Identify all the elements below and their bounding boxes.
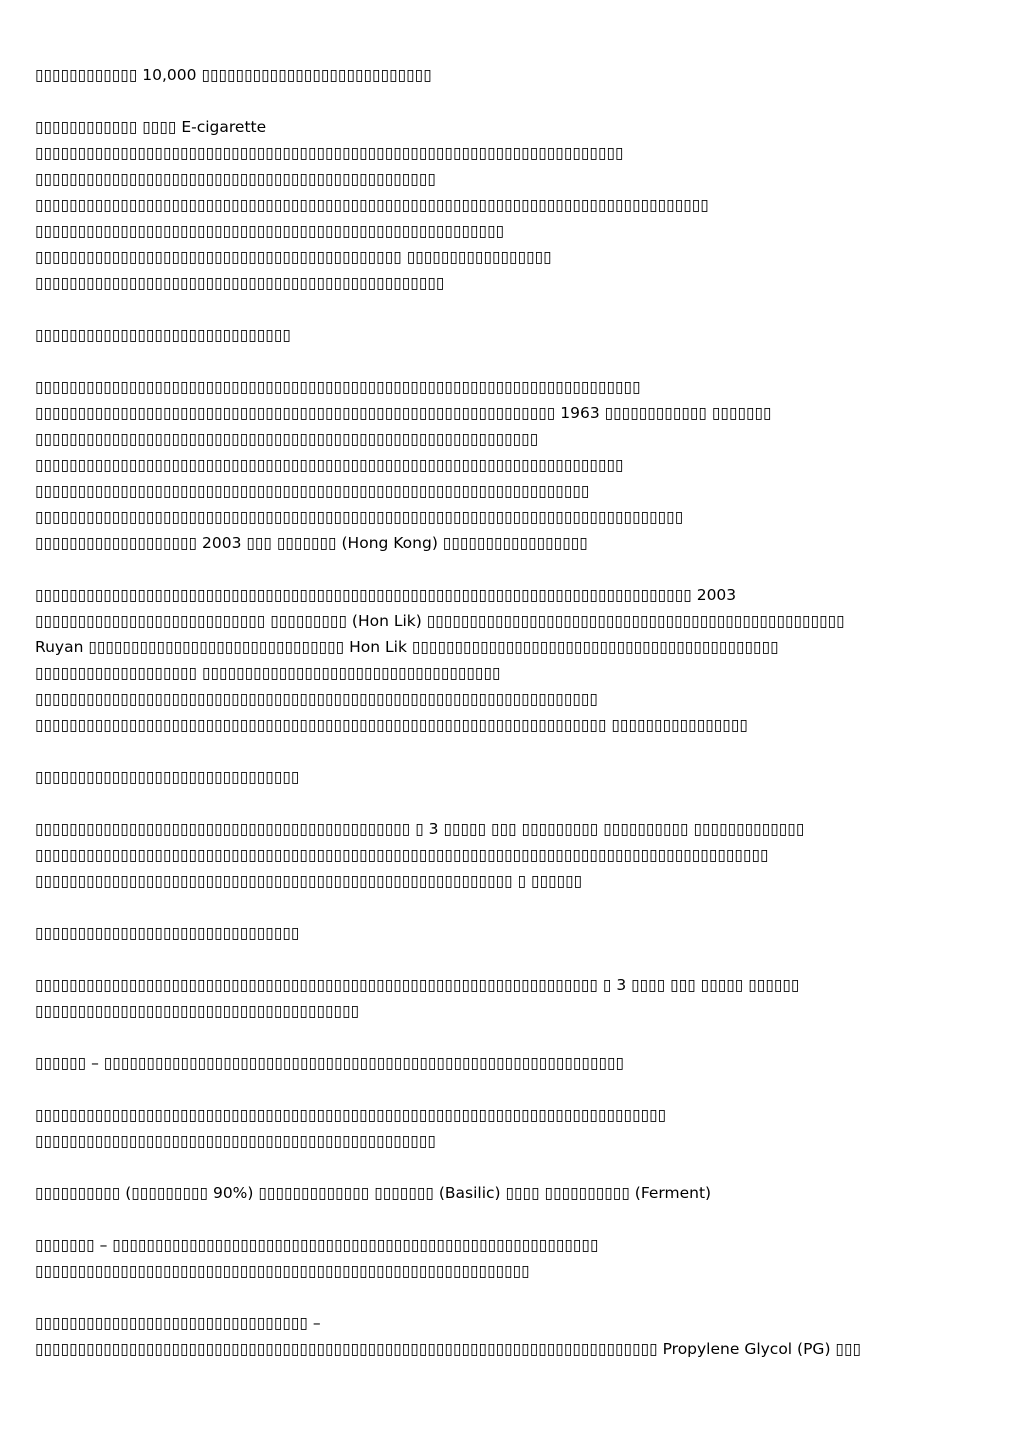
paragraph xyxy=(35,1102,995,1154)
text-line: ▯▯▯▯▯▯▯▯▯▯▯▯▯▯▯▯▯▯▯▯▯▯▯▯▯▯▯ ▯▯▯▯▯▯▯▯▯ (Hon Lik) ▯▯▯▯▯▯▯▯▯▯▯▯▯▯▯▯▯▯▯▯▯▯▯▯▯▯▯▯▯▯▯▯▯▯▯▯▯▯▯▯▯▯▯▯▯▯▯▯▯ xyxy=(35,612,845,630)
paragraph xyxy=(35,582,995,738)
text-line: ▯▯▯▯▯▯▯▯▯▯▯▯▯▯▯▯▯▯▯▯▯▯▯▯▯▯▯▯▯▯▯▯▯▯▯▯▯▯▯▯▯▯▯▯▯▯▯ xyxy=(35,170,436,188)
paragraph xyxy=(35,1180,995,1206)
text-line: ▯▯▯▯▯▯▯▯▯▯▯▯▯▯▯▯▯▯▯▯▯▯▯▯▯▯▯▯▯▯▯ xyxy=(35,768,300,786)
text-line: ▯▯▯▯▯▯▯▯▯▯ (▯▯▯▯▯▯▯▯▯ 90%) ▯▯▯▯▯▯▯▯▯▯▯▯▯ ▯▯▯▯▯▯▯ (Basilic) ▯▯▯▯ ▯▯▯▯▯▯▯▯▯▯ (Ferment) xyxy=(35,1184,712,1202)
text-line: ▯▯▯▯▯▯▯▯▯▯▯▯▯▯▯▯▯▯▯▯▯▯▯▯▯▯▯▯▯▯▯▯▯▯▯▯▯▯▯▯▯▯▯▯▯▯▯▯▯▯▯▯▯▯▯▯▯▯▯▯▯▯▯▯▯▯▯▯▯▯▯▯▯▯▯▯▯ 2003 xyxy=(35,586,737,604)
text-line: ▯▯▯▯▯▯▯▯▯▯▯▯▯▯▯▯▯▯▯▯▯▯▯▯▯▯▯▯▯▯▯▯▯▯▯▯▯▯▯▯▯▯▯▯▯▯▯▯▯▯▯▯▯▯▯▯▯▯ xyxy=(35,1262,530,1280)
paragraph xyxy=(35,1232,995,1284)
text-line: ▯▯▯▯▯▯▯▯▯▯▯▯▯▯▯▯▯▯▯▯▯▯▯▯▯▯▯▯▯▯▯▯▯▯▯▯▯▯▯▯▯▯▯▯▯▯▯ xyxy=(35,1132,436,1150)
paragraph xyxy=(35,972,995,1024)
text-line: ▯▯▯▯▯▯▯▯▯▯▯▯▯▯▯▯▯▯▯▯▯▯▯▯▯▯▯▯▯▯▯▯▯▯▯▯▯▯▯▯▯▯▯▯▯▯▯▯▯▯▯▯▯▯▯▯▯▯▯▯▯▯▯▯▯▯▯▯▯ xyxy=(35,144,624,162)
text-line: ▯▯▯▯▯▯▯▯▯▯▯▯▯▯▯▯▯▯▯ ▯▯▯▯▯▯▯▯▯▯▯▯▯▯▯▯▯▯▯▯▯▯▯▯▯▯▯▯▯▯▯▯▯▯▯ xyxy=(35,664,501,682)
text-line: ▯▯▯▯▯▯▯ – ▯▯▯▯▯▯▯▯▯▯▯▯▯▯▯▯▯▯▯▯▯▯▯▯▯▯▯▯▯▯▯▯▯▯▯▯▯▯▯▯▯▯▯▯▯▯▯▯▯▯▯▯▯▯▯▯▯ xyxy=(35,1236,599,1254)
paragraph xyxy=(35,374,995,556)
text-line: ▯▯▯▯▯▯▯▯▯▯▯▯▯▯▯▯▯▯▯▯▯▯▯▯▯▯▯▯▯▯▯▯▯▯▯▯▯▯ xyxy=(35,1002,360,1020)
paragraph xyxy=(35,764,995,790)
text-line: ▯▯▯▯▯▯▯▯▯▯▯▯▯▯▯▯▯▯▯▯▯▯▯▯▯▯▯▯▯▯▯▯▯▯▯▯▯▯▯▯▯▯▯▯▯▯▯▯▯▯▯▯▯▯▯▯ ▯ ▯▯▯▯▯▯ xyxy=(35,872,583,890)
text-line: ▯▯▯▯▯▯▯▯▯▯▯▯▯▯▯▯▯▯▯▯▯▯▯▯▯▯▯▯▯▯▯▯▯▯▯▯▯▯▯▯▯▯▯ ▯▯▯▯▯▯▯▯▯▯▯▯▯▯▯▯▯ xyxy=(35,248,552,266)
text-line: ▯▯▯▯▯▯▯▯▯▯▯▯ ▯▯▯▯ E-cigarette xyxy=(35,118,267,136)
text-line: ▯▯▯▯▯▯▯▯▯▯▯▯▯▯▯▯▯▯▯▯▯▯▯▯▯▯▯▯▯▯▯▯▯▯▯▯▯▯▯▯▯▯▯▯▯▯▯▯▯▯▯▯▯▯▯▯▯▯▯▯▯▯▯▯▯▯ ▯ 3 ▯▯▯▯ ▯▯▯ ▯▯▯▯▯ ▯▯▯▯▯▯ xyxy=(35,976,800,994)
text-line: ▯▯▯▯▯▯▯▯▯▯▯▯ 10,000 ▯▯▯▯▯▯▯▯▯▯▯▯▯▯▯▯▯▯▯▯▯▯▯▯▯▯▯ xyxy=(35,66,432,84)
text-line: ▯▯▯▯▯▯▯▯▯▯▯▯▯▯▯▯▯▯▯▯▯▯▯▯▯▯▯▯▯▯▯▯▯▯▯▯▯▯▯▯▯▯▯▯▯▯▯▯▯▯▯▯▯▯▯▯▯▯▯▯▯▯▯▯▯▯ xyxy=(35,690,598,708)
text-line: ▯▯▯▯▯▯▯▯▯▯▯▯▯▯▯▯▯▯▯▯▯▯▯▯▯▯▯▯▯▯▯▯▯▯▯▯▯▯▯▯▯▯▯▯▯▯▯▯▯▯▯▯▯▯▯▯▯▯▯▯▯▯▯▯▯▯▯▯▯▯▯ xyxy=(35,378,641,396)
text-line: ▯▯▯▯▯▯▯▯▯▯▯▯▯▯▯▯▯▯▯▯▯▯▯▯▯▯▯▯▯▯▯▯▯▯▯▯▯▯▯▯▯▯▯▯▯▯▯▯▯▯▯▯▯▯▯▯▯▯▯▯▯▯▯▯▯▯▯▯▯▯▯▯▯▯▯▯▯▯▯ xyxy=(35,196,709,214)
text-line: ▯▯▯▯▯▯▯▯▯▯▯▯▯▯▯▯▯▯▯▯▯▯▯▯▯▯▯▯▯▯▯▯▯▯▯▯▯▯▯▯▯▯▯▯▯▯▯▯▯▯▯▯▯▯▯▯▯▯▯▯▯▯▯▯▯▯▯▯▯▯▯▯▯▯▯▯ xyxy=(35,508,684,526)
text-line: ▯▯▯▯▯▯▯▯▯▯▯▯▯▯▯▯▯▯▯▯▯▯▯▯▯▯▯▯▯▯▯▯▯▯▯▯▯▯▯▯▯▯▯▯▯▯▯▯▯▯▯▯▯▯▯▯▯▯▯▯▯▯▯▯▯▯▯▯▯▯▯▯▯▯▯▯▯▯▯▯▯▯▯▯▯▯ xyxy=(35,846,769,864)
paragraph xyxy=(35,1310,995,1362)
text-line: ▯▯▯▯▯▯▯▯▯▯▯▯▯▯▯▯▯▯▯▯▯▯▯▯▯▯▯▯▯▯▯▯▯▯▯▯▯▯▯▯▯▯▯▯▯▯▯▯▯▯▯▯▯▯▯▯▯▯▯ xyxy=(35,430,539,448)
text-line: ▯▯▯▯▯▯▯▯▯▯▯▯▯▯▯▯▯▯▯▯▯▯▯▯▯▯▯▯▯▯▯ xyxy=(35,924,300,942)
text-line: ▯▯▯▯▯▯▯▯▯▯▯▯▯▯▯▯▯▯▯▯▯▯▯▯▯▯▯▯▯▯▯▯▯▯▯▯▯▯▯▯▯▯▯▯ ▯ 3 ▯▯▯▯▯ ▯▯▯ ▯▯▯▯▯▯▯▯▯ ▯▯▯▯▯▯▯▯▯▯ ▯▯▯▯▯▯▯▯▯▯▯▯▯ xyxy=(35,820,805,838)
text-line: ▯▯▯▯▯▯▯▯▯▯▯▯▯▯▯▯▯▯▯ 2003 ▯▯▯ ▯▯▯▯▯▯▯ (Hong Kong) ▯▯▯▯▯▯▯▯▯▯▯▯▯▯▯▯▯ xyxy=(35,534,588,552)
text-line: ▯▯▯▯▯▯▯▯▯▯▯▯▯▯▯▯▯▯▯▯▯▯▯▯▯▯▯▯▯▯ xyxy=(35,326,291,344)
text-line: ▯▯▯▯▯▯▯▯▯▯▯▯▯▯▯▯▯▯▯▯▯▯▯▯▯▯▯▯▯▯▯▯ – xyxy=(35,1314,321,1332)
text-line: ▯▯▯▯▯▯▯▯▯▯▯▯▯▯▯▯▯▯▯▯▯▯▯▯▯▯▯▯▯▯▯▯▯▯▯▯▯▯▯▯▯▯▯▯▯▯▯▯ xyxy=(35,274,445,292)
text-line: ▯▯▯▯▯▯▯▯▯▯▯▯▯▯▯▯▯▯▯▯▯▯▯▯▯▯▯▯▯▯▯▯▯▯▯▯▯▯▯▯▯▯▯▯▯▯▯▯▯▯▯▯▯▯▯▯▯▯▯▯▯▯▯▯▯▯▯▯▯ xyxy=(35,456,624,474)
text-line: ▯▯▯▯▯▯▯▯▯▯▯▯▯▯▯▯▯▯▯▯▯▯▯▯▯▯▯▯▯▯▯▯▯▯▯▯▯▯▯▯▯▯▯▯▯▯▯▯▯▯▯▯▯▯▯▯▯▯▯▯▯▯▯▯▯▯▯▯▯▯▯▯▯▯ xyxy=(35,1106,667,1124)
paragraph xyxy=(35,114,995,296)
paragraph xyxy=(35,920,995,946)
text-line: ▯▯▯▯▯▯▯▯▯▯▯▯▯▯▯▯▯▯▯▯▯▯▯▯▯▯▯▯▯▯▯▯▯▯▯▯▯▯▯▯▯▯▯▯▯▯▯▯▯▯▯▯▯▯▯ xyxy=(35,222,505,240)
paragraph xyxy=(35,322,995,348)
paragraph xyxy=(35,1050,995,1076)
text-line: ▯▯▯▯▯▯▯▯▯▯▯▯▯▯▯▯▯▯▯▯▯▯▯▯▯▯▯▯▯▯▯▯▯▯▯▯▯▯▯▯▯▯▯▯▯▯▯▯▯▯▯▯▯▯▯▯▯▯▯▯▯▯▯▯▯▯▯▯▯▯▯▯▯ Propylene Glycol (PG) ▯▯▯ xyxy=(35,1340,862,1358)
text-line: ▯▯▯▯▯▯▯▯▯▯▯▯▯▯▯▯▯▯▯▯▯▯▯▯▯▯▯▯▯▯▯▯▯▯▯▯▯▯▯▯▯▯▯▯▯▯▯▯▯▯▯▯▯▯▯▯▯▯▯▯▯▯▯▯▯▯▯ ▯▯▯▯▯▯▯▯▯▯▯▯▯▯▯▯ xyxy=(35,716,748,734)
document-page xyxy=(35,62,995,1388)
text-line: ▯▯▯▯▯▯ – ▯▯▯▯▯▯▯▯▯▯▯▯▯▯▯▯▯▯▯▯▯▯▯▯▯▯▯▯▯▯▯▯▯▯▯▯▯▯▯▯▯▯▯▯▯▯▯▯▯▯▯▯▯▯▯▯▯▯▯▯▯ xyxy=(35,1054,625,1072)
text-line: ▯▯▯▯▯▯▯▯▯▯▯▯▯▯▯▯▯▯▯▯▯▯▯▯▯▯▯▯▯▯▯▯▯▯▯▯▯▯▯▯▯▯▯▯▯▯▯▯▯▯▯▯▯▯▯▯▯▯▯▯▯ 1963 ▯▯▯▯▯▯▯▯▯▯▯▯ ▯▯▯▯▯▯▯ xyxy=(35,404,772,422)
paragraph xyxy=(35,62,995,88)
text-line: ▯▯▯▯▯▯▯▯▯▯▯▯▯▯▯▯▯▯▯▯▯▯▯▯▯▯▯▯▯▯▯▯▯▯▯▯▯▯▯▯▯▯▯▯▯▯▯▯▯▯▯▯▯▯▯▯▯▯▯▯▯▯▯▯▯ xyxy=(35,482,590,500)
paragraph xyxy=(35,816,995,894)
text-line: Ruyan ▯▯▯▯▯▯▯▯▯▯▯▯▯▯▯▯▯▯▯▯▯▯▯▯▯▯▯▯▯▯ Hon Lik ▯▯▯▯▯▯▯▯▯▯▯▯▯▯▯▯▯▯▯▯▯▯▯▯▯▯▯▯▯▯▯▯▯▯▯▯▯▯▯▯▯▯▯ xyxy=(35,638,779,656)
